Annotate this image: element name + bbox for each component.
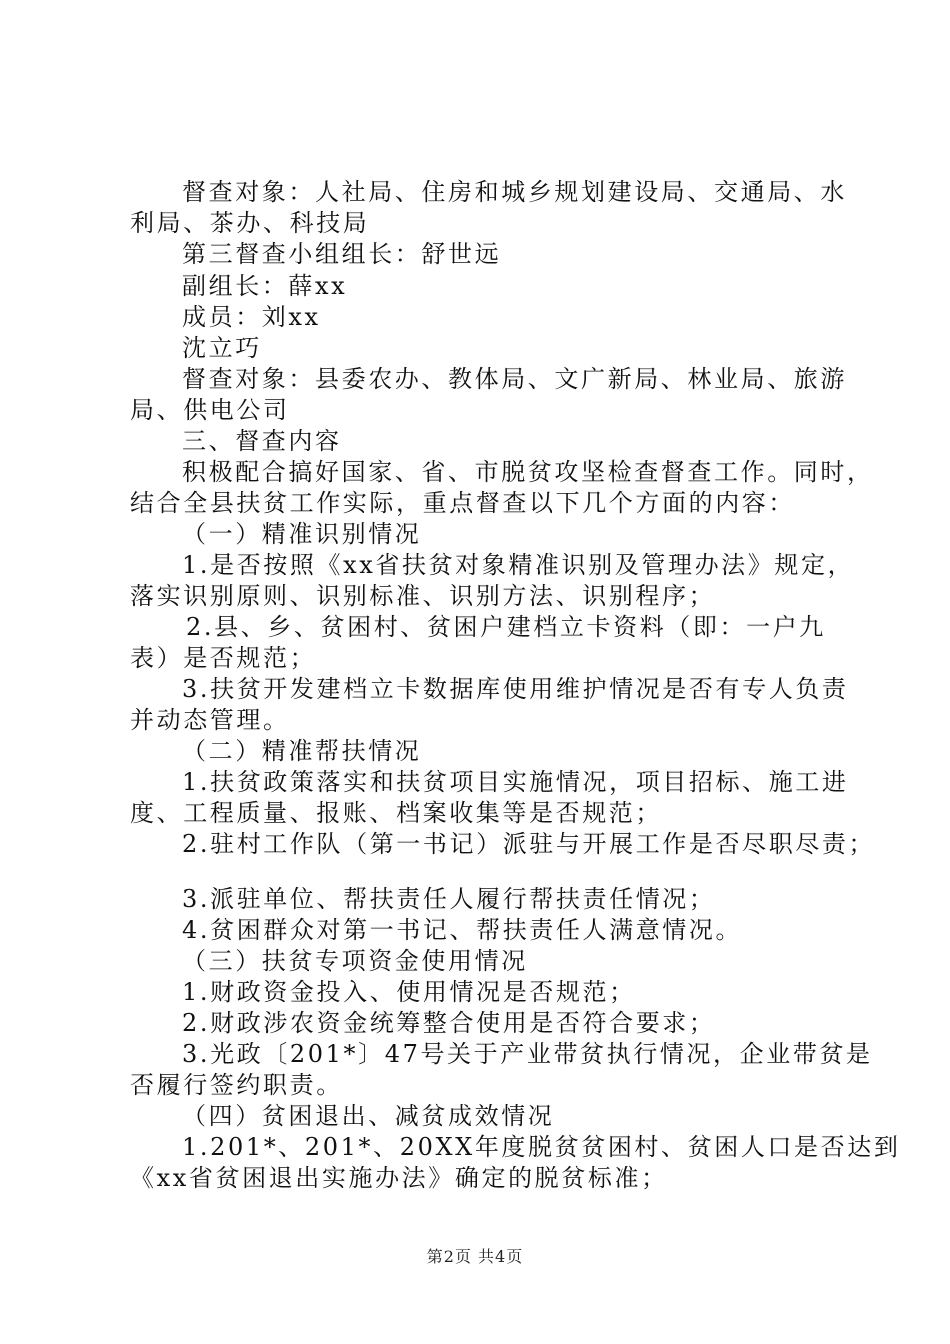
text-line: 1.是否按照《xx省扶贫对象精准识别及管理办法》规定， bbox=[182, 551, 855, 579]
text-line: 3.派驻单位、帮扶责任人履行帮扶责任情况； bbox=[182, 885, 716, 913]
text-line: 沈立巧 bbox=[182, 334, 262, 362]
page-number-footer: 第2页 共4页 bbox=[426, 1247, 524, 1266]
subsection-heading: （一）精准识别情况 bbox=[182, 520, 422, 548]
text-line: 利局、茶办、科技局 bbox=[130, 209, 370, 237]
text-line: 1.财政资金投入、使用情况是否规范； bbox=[182, 978, 636, 1006]
text-line: 并动态管理。 bbox=[130, 706, 290, 734]
subsection-heading: （四）贫困退出、减贫成效情况 bbox=[182, 1102, 555, 1130]
section-heading: 三、督查内容 bbox=[182, 427, 342, 455]
text-line: 3.扶贫开发建档立卡数据库使用维护情况是否有专人负责 bbox=[182, 675, 849, 703]
text-line: 成员：刘xx bbox=[182, 303, 321, 331]
text-line: 《xx省贫困退出实施办法》确定的脱贫标准； bbox=[130, 1164, 668, 1192]
subsection-heading: （二）精准帮扶情况 bbox=[182, 737, 422, 765]
text-line: 否履行签约职责。 bbox=[130, 1071, 343, 1099]
text-line: 1.扶贫政策落实和扶贫项目实施情况，项目招标、施工进 bbox=[182, 768, 849, 796]
subsection-heading: （三）扶贫专项资金使用情况 bbox=[182, 947, 528, 975]
text-line: 结合全县扶贫工作实际，重点督查以下几个方面的内容： bbox=[130, 489, 795, 517]
text-line: 积极配合搞好国家、省、市脱贫攻坚检查督查工作。同时， bbox=[182, 458, 874, 486]
text-line: 3.光政〔201*〕47号关于产业带贫执行情况，企业带贫是 bbox=[182, 1040, 873, 1068]
text-line: 2.财政涉农资金统筹整合使用是否符合要求； bbox=[182, 1009, 716, 1037]
text-line: 表）是否规范； bbox=[130, 644, 317, 672]
text-line: 第三督查小组组长：舒世远 bbox=[182, 240, 502, 268]
text-line: 度、工程质量、报账、档案收集等是否规范； bbox=[130, 799, 662, 827]
text-line: 督查对象：县委农办、教体局、文广新局、林业局、旅游 bbox=[182, 365, 847, 393]
text-line: 2.驻村工作队（第一书记）派驻与开展工作是否尽职尽责； bbox=[182, 830, 876, 858]
text-line: 督查对象：人社局、住房和城乡规划建设局、交通局、水 bbox=[182, 178, 847, 206]
text-line: 2.县、乡、贫困村、贫困户建档立卡资料（即：一户九 bbox=[186, 613, 826, 641]
text-line: 局、供电公司 bbox=[130, 396, 290, 424]
text-line: 落实识别原则、识别标准、识别方法、识别程序； bbox=[130, 582, 716, 610]
text-line: 1.201*、201*、20XX年度脱贫贫困村、贫困人口是否达到 bbox=[182, 1133, 901, 1161]
text-line: 副组长：薛xx bbox=[182, 272, 348, 300]
text-line: 4.贫困群众对第一书记、帮扶责任人满意情况。 bbox=[182, 916, 743, 944]
